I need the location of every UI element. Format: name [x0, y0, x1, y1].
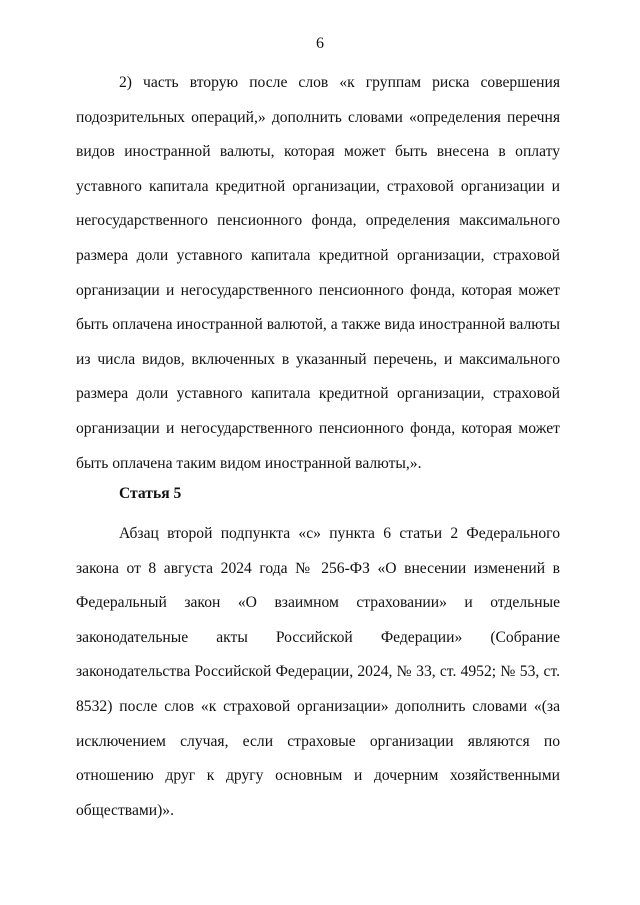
- article-5-paragraph: Абзац второй подпункта «с» пункта 6 статьи 2 Федерального закона от 8 августа 2024 года № 256-ФЗ «О внесении изменений в Федеральный закон «О взаимном страховании» и отдельные законодательные акты Российской Федерации» (Собрание законодательства Российской Федерации, 2024, № 33, ст. 4952; № 53, ст. 8532) после слов «к страховой организации» дополнить словами «(за исключением случая, если страховые организации являются по отношению друг к другу основным и дочерним хозяйственными обществами)».: [76, 525, 560, 819]
- amendment-paragraph-2: 2) часть вторую после слов «к группам риска совершения подозрительных операций,» дополнить словами «определения перечня видов иностранной валюты, которая может быть внесена в оплату уставного капитала кредитной организации, страховой организации и негосударственного пенсионного фонда, определения максимального размера доли уставного капитала кредитной организации, страховой организации и негосударственного пенсионного фонда, которая может быть оплачена иностранной валютой, а также вида иностранной валюты из числа видов, включенных в указанный перечень, и максимального размера доли уставного капитала кредитной организации, страховой организации и негосударственного пенсионного фонда, которая может быть оплачена таким видом иностранной валюты,».: [76, 74, 560, 472]
- page-number: 6: [316, 35, 324, 52]
- article-heading: Статья 5: [119, 485, 182, 502]
